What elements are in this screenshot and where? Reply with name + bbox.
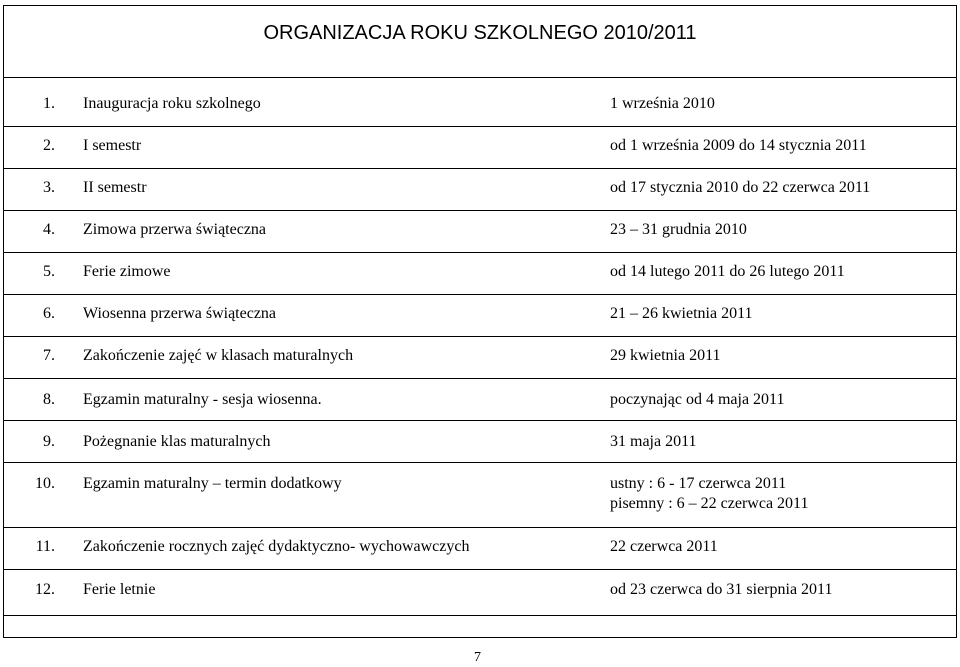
- item-date: 31 maja 2011: [610, 433, 697, 450]
- item-number: 9.: [43, 433, 55, 450]
- item-number: 4.: [43, 221, 55, 238]
- divider: [3, 126, 957, 127]
- item-date: 22 czerwca 2011: [610, 538, 718, 555]
- item-date: [610, 474, 808, 514]
- item-date: 29 kwietnia 2011: [610, 347, 721, 364]
- divider: [3, 252, 957, 253]
- item-label: Pożegnanie klas maturalnych: [83, 433, 271, 450]
- item-number: 12.: [35, 581, 55, 598]
- item-number: 1.: [43, 95, 55, 112]
- item-label: Zimowa przerwa świąteczna: [83, 221, 267, 238]
- divider: [3, 420, 957, 421]
- divider: [3, 294, 957, 295]
- item-date: od 14 lutego 2011 do 26 lutego 2011: [610, 263, 845, 280]
- item-date: 1 września 2010: [610, 95, 715, 112]
- item-label: Egzamin maturalny – termin dodatkowy: [83, 475, 342, 492]
- item-date: 23 – 31 grudnia 2010: [610, 221, 747, 238]
- item-label: I semestr: [83, 137, 142, 154]
- item-label: Inauguracja roku szkolnego: [83, 95, 261, 112]
- divider: [3, 77, 957, 78]
- divider: [3, 336, 957, 337]
- item-number: 11.: [35, 538, 55, 555]
- page-number: 7: [474, 650, 481, 665]
- divider: [3, 210, 957, 211]
- item-number: 7.: [43, 347, 55, 364]
- item-number: 8.: [43, 391, 55, 408]
- item-label: Ferie letnie: [83, 581, 156, 598]
- item-label: Egzamin maturalny - sesja wiosenna.: [83, 391, 322, 408]
- divider: [3, 569, 957, 570]
- item-label: Zakończenie zajęć w klasach maturalnych: [83, 347, 354, 364]
- item-number: 3.: [43, 179, 55, 196]
- page-title: ORGANIZACJA ROKU SZKOLNEGO 2010/2011: [263, 22, 697, 44]
- item-label: Zakończenie rocznych zajęć dydaktyczno- wychowawczych: [83, 538, 470, 555]
- item-label: Ferie zimowe: [83, 263, 171, 280]
- item-number: 6.: [43, 305, 55, 322]
- item-date: od 17 stycznia 2010 do 22 czerwca 2011: [610, 179, 871, 196]
- item-number: 5.: [43, 263, 55, 280]
- divider: [3, 527, 957, 528]
- divider: [3, 378, 957, 379]
- divider: [3, 615, 957, 616]
- item-date-line: pisemny : 6 – 22 czerwca 2011: [610, 495, 809, 512]
- item-date-line: ustny : 6 - 17 czerwca 2011: [610, 475, 787, 492]
- item-date: od 1 września 2009 do 14 stycznia 2011: [610, 137, 867, 154]
- item-date: 21 – 26 kwietnia 2011: [610, 305, 753, 322]
- item-date: od 23 czerwca do 31 sierpnia 2011: [610, 581, 833, 598]
- item-label: Wiosenna przerwa świąteczna: [83, 305, 277, 322]
- item-number: 10.: [35, 475, 55, 492]
- item-label: II semestr: [83, 179, 147, 196]
- item-number: 2.: [43, 137, 55, 154]
- item-date: poczynając od 4 maja 2011: [610, 391, 785, 408]
- divider: [3, 168, 957, 169]
- divider: [3, 462, 957, 463]
